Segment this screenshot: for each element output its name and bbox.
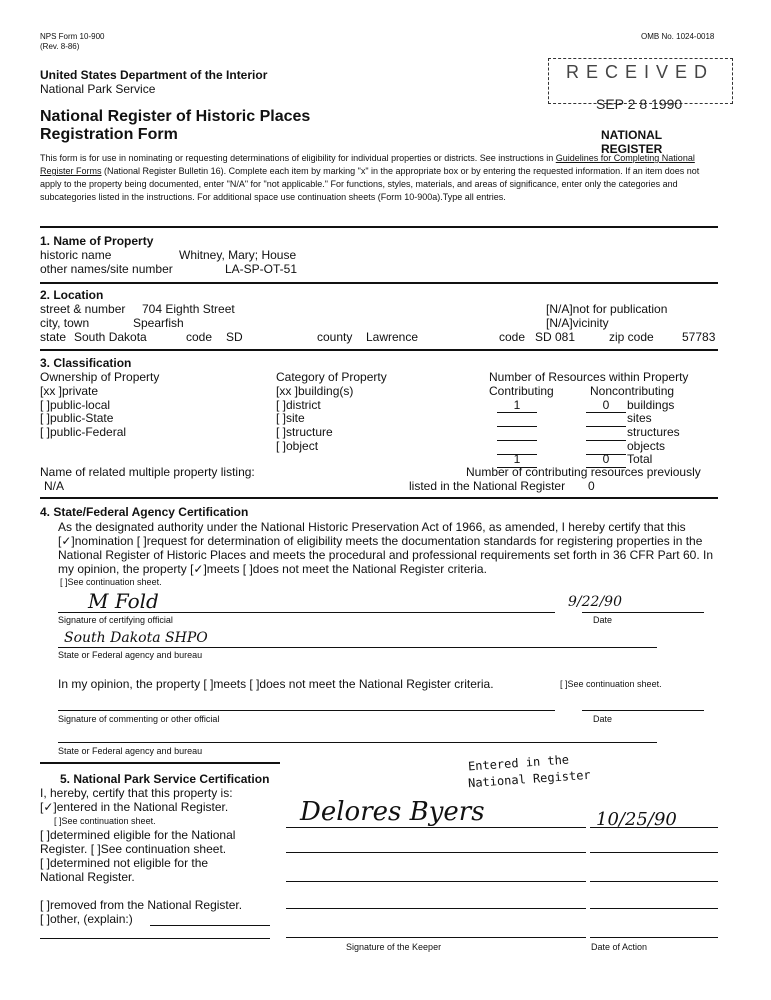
- date-line: [582, 612, 704, 613]
- vicinity: [N/A]vicinity: [546, 316, 609, 330]
- section5-heading: 5. National Park Service Certification: [60, 772, 270, 786]
- category-label: Category of Property: [276, 370, 387, 384]
- row-label-total: Total: [627, 452, 653, 466]
- keeper-line: [286, 937, 586, 938]
- row-label-buildings: buildings: [627, 398, 675, 412]
- county-code-value: SD 081: [535, 330, 576, 344]
- form-revision: (Rev. 8-86): [40, 42, 80, 51]
- keeper-line: [286, 827, 586, 828]
- agency-line: [58, 647, 657, 648]
- eligible-option-2: Register. [ ]See continuation sheet.: [40, 842, 227, 856]
- divider: [40, 497, 718, 499]
- certifying-signature: M Fold: [88, 589, 159, 613]
- form-title: National Register of Historic Places: [40, 108, 311, 125]
- city-value: Spearfish: [133, 316, 184, 330]
- zip-value: 57783: [682, 330, 716, 344]
- signature-line: [58, 612, 555, 613]
- row-label-structures: structures: [627, 425, 680, 439]
- agency-label: State or Federal agency and bureau: [58, 650, 203, 660]
- omb-number: OMB No. 1024-0018: [641, 32, 715, 41]
- ownership-public-local: [ ]public-local: [40, 398, 111, 412]
- date-label: Date: [593, 615, 613, 625]
- guidelines-link: Guidelines for Completing National Register Forms: [40, 153, 695, 177]
- divider: [497, 440, 537, 441]
- section3-heading: 3. Classification: [40, 356, 132, 370]
- form-number: NPS Form 10-900: [40, 32, 105, 41]
- signature-label: Signature of certifying official: [58, 615, 173, 625]
- explain-line: [150, 925, 270, 926]
- keeper-line: [286, 852, 586, 853]
- county-label: county: [317, 330, 353, 344]
- agency-line: [58, 742, 657, 743]
- divider: [497, 426, 537, 427]
- keeper-line: [286, 908, 586, 909]
- multiple-listing-value: N/A: [44, 479, 65, 493]
- action-date-line: [590, 908, 718, 909]
- form-subtitle: Registration Form: [40, 126, 178, 143]
- divider: [586, 412, 626, 413]
- service: National Park Service: [40, 82, 156, 96]
- zip-label: zip code: [609, 330, 654, 344]
- divider: [40, 762, 280, 764]
- other-option: [ ]other, (explain:): [40, 912, 133, 926]
- previously-listed-value: 0: [588, 479, 595, 493]
- see-continuation-1: [ ]See continuation sheet.: [60, 577, 162, 587]
- entered-stamp-2: National Register: [467, 767, 592, 791]
- divider: [40, 282, 718, 284]
- county-value: Lawrence: [366, 330, 419, 344]
- agency-label-2: State or Federal agency and bureau: [58, 746, 203, 756]
- section1-heading: 1. Name of Property: [40, 234, 154, 248]
- state-value: South Dakota: [74, 330, 147, 344]
- explain-line: [40, 938, 270, 939]
- state-code-label: code: [186, 330, 213, 344]
- certifying-date: 9/22/90: [568, 594, 622, 610]
- contributing-label: Contributing: [489, 384, 554, 398]
- resources-label: Number of Resources within Property: [489, 370, 689, 384]
- see-continuation-2: [ ]See continuation sheet.: [560, 679, 662, 689]
- date-of-action-label: Date of Action: [591, 942, 648, 952]
- noncontributing-total: 0: [602, 452, 610, 466]
- not-eligible-option-2: National Register.: [40, 870, 135, 884]
- comment-signature-label: Signature of commenting or other official: [58, 714, 220, 724]
- certify-text: I, hereby, certify that this property is:: [40, 786, 233, 800]
- divider: [40, 349, 718, 351]
- not-eligible-option-1: [ ]determined not eligible for the: [40, 856, 209, 870]
- stamp-national: NATIONAL: [601, 128, 663, 142]
- city-label: city, town: [40, 316, 90, 330]
- date-line: [582, 710, 704, 711]
- noncontributing-buildings: 0: [602, 398, 610, 412]
- divider: [497, 412, 537, 413]
- ownership-label: Ownership of Property: [40, 370, 160, 384]
- stamp-register: REGISTER: [601, 142, 663, 156]
- county-code-label: code: [499, 330, 526, 344]
- previously-listed-label-1: Number of contributing resources previously: [466, 465, 701, 479]
- action-date-line: [590, 937, 718, 938]
- action-date-line: [590, 881, 718, 882]
- opinion-statement: In my opinion, the property [ ]meets [ ]does not meet the National Register criteria.: [58, 677, 494, 691]
- department: United States Department of the Interior: [40, 68, 268, 82]
- section2-heading: 2. Location: [40, 288, 104, 302]
- historic-name-value: Whitney, Mary; House: [179, 248, 297, 262]
- state-label: state: [40, 330, 67, 344]
- action-date-line: [590, 852, 718, 853]
- category-building: [xx ]building(s): [276, 384, 354, 398]
- contributing-buildings: 1: [513, 398, 521, 412]
- row-label-sites: sites: [627, 411, 652, 425]
- row-label-objects: objects: [627, 439, 666, 453]
- instructions-part2: (National Register Bulletin 16). Complete each item by marking "x" in the appropriate box or by entering the requested information. If an item does not apply to the property being documented, enter "N/A" for "not applicable." For functions, styles, materials, and areas of significance, enter only the categories and subcategories listed in the instructions. For additional space use continuation sheets (Form 10-900a).Type all entries.: [40, 166, 700, 203]
- divider: [586, 440, 626, 441]
- other-names-label: other names/site number: [40, 262, 173, 276]
- keeper-date: 10/25/90: [596, 809, 677, 830]
- keeper-label: Signature of the Keeper: [346, 942, 442, 952]
- instructions-part1: This form is for use in nominating or requesting determinations of eligibility for individual properties or districts. See instructions in: [40, 153, 554, 163]
- instructions: [40, 152, 716, 204]
- category-structure: [ ]structure: [276, 425, 333, 439]
- entered-option: [✓]entered in the National Register.: [40, 800, 229, 814]
- other-names-value: LA-SP-OT-51: [225, 262, 298, 276]
- date-label-2: Date: [593, 714, 613, 724]
- divider: [586, 426, 626, 427]
- historic-name-label: historic name: [40, 248, 112, 262]
- ownership-public-state: [ ]public-State: [40, 411, 114, 425]
- certification-statement: As the designated authority under the National Historic Preservation Act of 1966, as amended, I hereby certify that this [✓]nomination [ ]request for determination of eligibility meets the documentation standards for registering properties in the National Register of Historic Places and meets the procedural and professional requirements set forth in 36 CFR Part 60. In my opinion, the property [✓]meets [ ]does not meet the National Register criteria.: [58, 520, 713, 577]
- removed-option: [ ]removed from the National Register.: [40, 898, 243, 912]
- previously-listed-label-2: listed in the National Register: [409, 479, 566, 493]
- signature-line: [58, 710, 555, 711]
- street-label: street & number: [40, 302, 126, 316]
- agency-handwritten: South Dakota SHPO: [64, 630, 208, 646]
- state-code-value: SD: [226, 330, 243, 344]
- section4-heading: 4. State/Federal Agency Certification: [40, 505, 249, 519]
- entered-stamp-1: Entered in the: [467, 752, 570, 774]
- multiple-listing-label: Name of related multiple property listing:: [40, 465, 255, 479]
- ownership-private: [xx ]private: [40, 384, 99, 398]
- keeper-line: [286, 881, 586, 882]
- category-district: [ ]district: [276, 398, 321, 412]
- not-for-publication: [N/A]not for publication: [546, 302, 668, 316]
- divider: [40, 226, 718, 228]
- contributing-total: 1: [513, 452, 521, 466]
- keeper-signature: Delores Byers: [300, 797, 485, 827]
- action-date-line: [590, 827, 718, 828]
- eligible-option-1: [ ]determined eligible for the National: [40, 828, 236, 842]
- noncontributing-label: Noncontributing: [590, 384, 675, 398]
- see-continuation-3: [ ]See continuation sheet.: [54, 816, 156, 826]
- street-value: 704 Eighth Street: [142, 302, 235, 316]
- stamp-received: R E C E I V E D: [566, 62, 709, 82]
- category-site: [ ]site: [276, 411, 305, 425]
- stamp-date: SEP 2 8 1990: [596, 96, 683, 112]
- category-object: [ ]object: [276, 439, 319, 453]
- ownership-public-federal: [ ]public-Federal: [40, 425, 127, 439]
